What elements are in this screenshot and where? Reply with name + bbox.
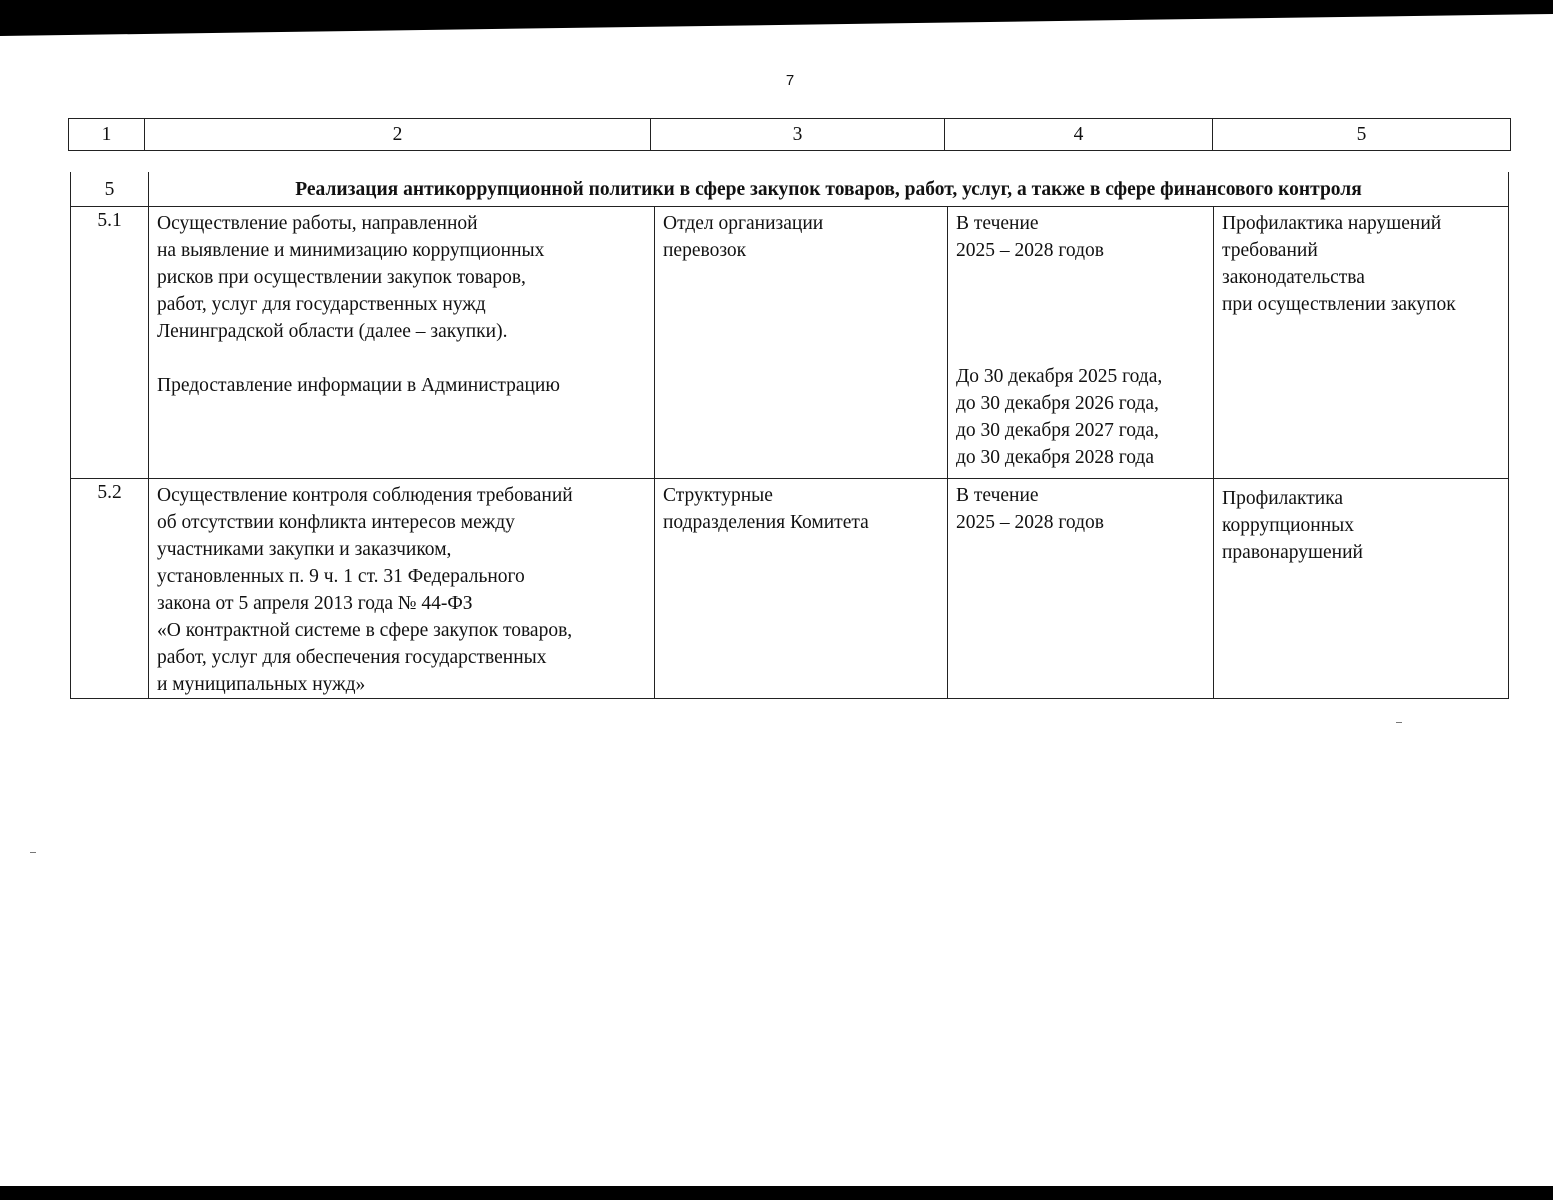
row-number: 5.2 xyxy=(71,479,149,699)
result-cell xyxy=(1214,207,1509,479)
measures-table xyxy=(70,172,1509,699)
deadline-text: В течение 2025 – 2028 годов xyxy=(956,213,1104,261)
description-text: Осуществление контроля соблюдения требований об отсутствии конфликта интересов между участниками закупки и заказчиком, установленных п. 9 ч. 1 ст. 31 Федерального закона от 5 апреля 2013 года № 44-ФЗ «О контрактной системе в сфере закупок товаров, работ, услуг для обеспечения государственных и муниципальных нужд» xyxy=(157,485,573,695)
spacer xyxy=(157,345,646,372)
page-number: 7 xyxy=(785,72,795,89)
deadline-text: В течение 2025 – 2028 годов xyxy=(956,485,1104,533)
section-title: Реализация антикоррупционной политики в сфере закупок товаров, работ, услуг, а также в сфере финансового контроля xyxy=(149,172,1509,207)
spacer xyxy=(956,264,1205,363)
description-cell xyxy=(149,479,655,699)
scan-speck xyxy=(1396,722,1402,723)
column-number-header xyxy=(68,118,1511,151)
result-text: Профилактика коррупционных правонарушений xyxy=(1222,488,1363,563)
table-row xyxy=(71,207,1509,479)
header-row xyxy=(69,119,1511,151)
deadline-cell xyxy=(948,479,1214,699)
section-row xyxy=(71,172,1509,207)
scan-edge-top-wedge xyxy=(0,14,1553,36)
description-cell xyxy=(149,207,655,479)
header-col-1: 1 xyxy=(69,119,145,151)
responsible-text: Структурные подразделения Комитета xyxy=(663,485,869,533)
scan-edge-bottom xyxy=(0,1186,1553,1200)
scan-edge-top xyxy=(0,0,1553,14)
result-cell xyxy=(1214,479,1509,699)
deadline-cell xyxy=(948,207,1214,479)
scan-speck xyxy=(30,852,36,853)
header-col-2: 2 xyxy=(145,119,651,151)
header-col-5: 5 xyxy=(1213,119,1511,151)
responsible-cell xyxy=(655,479,948,699)
description-text: Осуществление работы, направленной на выявление и минимизацию коррупционных рисков при осуществлении закупок товаров, работ, услуг для государственных нужд Ленинградской области (далее – закупки). xyxy=(157,213,545,342)
row-number: 5.1 xyxy=(71,207,149,479)
result-text: Профилактика нарушений требований законодательства при осуществлении закупок xyxy=(1222,213,1456,315)
responsible-text: Отдел организации перевозок xyxy=(663,213,824,261)
header-col-3: 3 xyxy=(651,119,945,151)
section-number: 5 xyxy=(71,172,149,207)
description-extra-text: Предоставление информации в Администрацию xyxy=(157,375,560,396)
responsible-cell xyxy=(655,207,948,479)
deadline-extra-text: До 30 декабря 2025 года, до 30 декабря 2026 года, до 30 декабря 2027 года, до 30 декабря 2028 года xyxy=(956,366,1163,468)
header-col-4: 4 xyxy=(945,119,1213,151)
table-row xyxy=(71,479,1509,699)
